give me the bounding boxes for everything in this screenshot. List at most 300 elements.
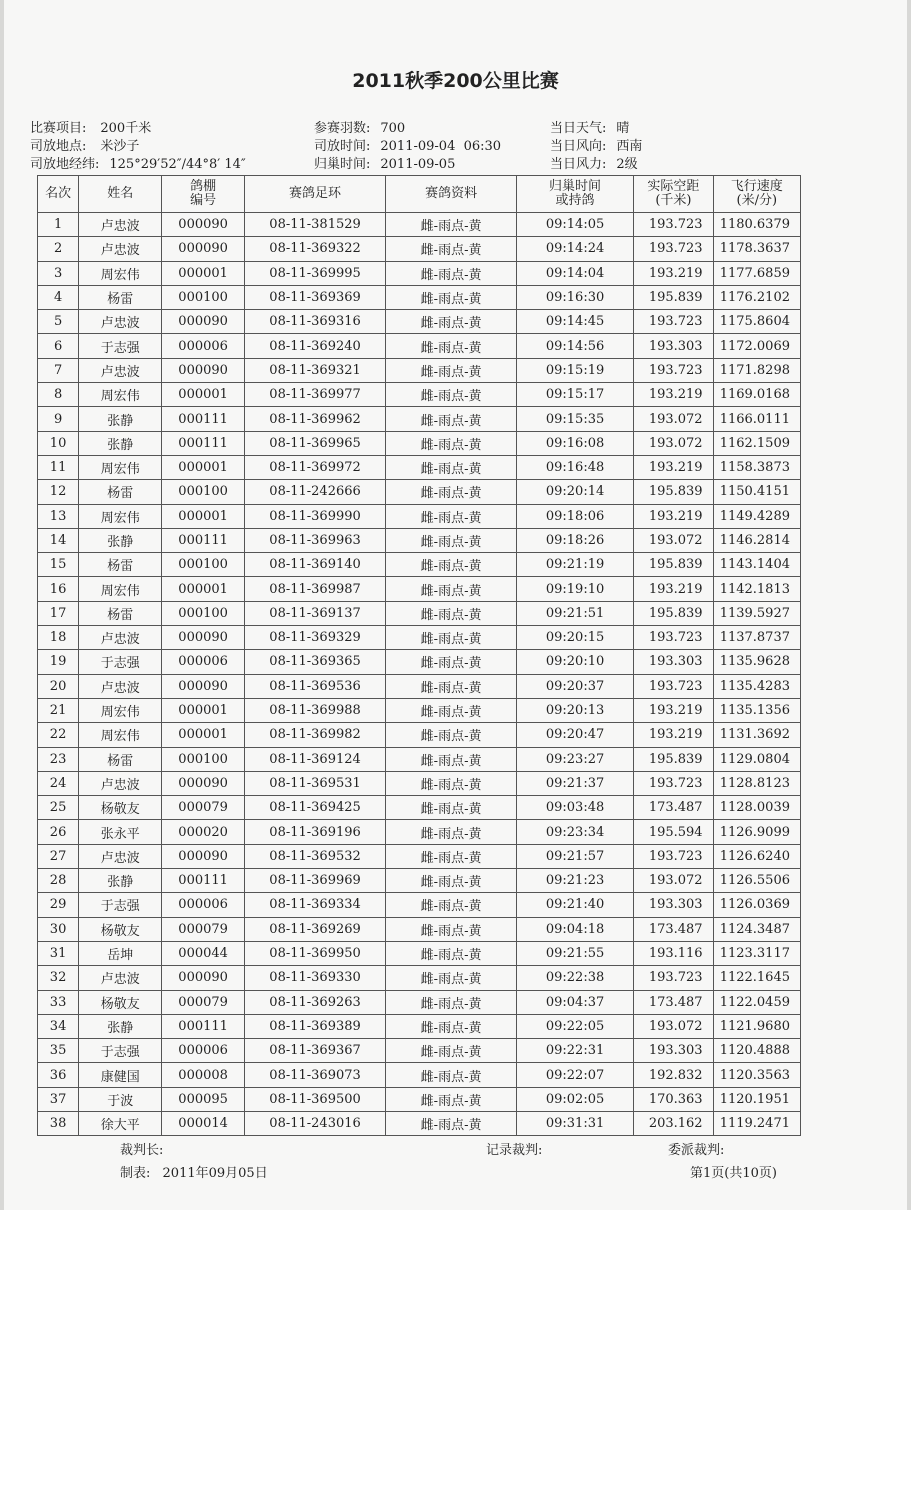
table-row: [38, 674, 801, 698]
appointed-referee-label: 委派裁判:: [668, 1143, 725, 1158]
cell-info: 雌-雨点-黄: [386, 820, 517, 844]
cell-rank: 27: [38, 844, 79, 868]
table-row: [38, 358, 801, 382]
cell-time: 09:22:07: [516, 1063, 633, 1087]
cell-loft: 000100: [162, 480, 244, 504]
cell-dist: 193.116: [634, 941, 713, 965]
site-info: [30, 138, 139, 156]
cell-speed: 1126.5506: [713, 869, 800, 893]
cell-info: 雌-雨点-黄: [386, 1014, 517, 1038]
cell-name: 张静: [79, 431, 162, 455]
cell-loft: 000079: [162, 796, 244, 820]
col-name-header: 姓名: [79, 176, 162, 213]
cell-name: 于志强: [79, 893, 162, 917]
site-label: 司放地点:: [30, 139, 87, 154]
table-row: [38, 1014, 801, 1038]
cell-rank: 9: [38, 407, 79, 431]
chief-referee-label: 裁判长:: [120, 1143, 164, 1158]
cell-rank: 25: [38, 796, 79, 820]
cell-dist: 193.219: [634, 455, 713, 479]
cell-ring: 08-11-369389: [244, 1014, 386, 1038]
cell-dist: 193.723: [634, 674, 713, 698]
cell-rank: 4: [38, 285, 79, 309]
cell-rank: 21: [38, 698, 79, 722]
cell-time: 09:04:37: [516, 990, 633, 1014]
cell-loft: 000090: [162, 966, 244, 990]
cell-name: 杨雷: [79, 553, 162, 577]
cell-time: 09:21:55: [516, 941, 633, 965]
col-time-header: [516, 176, 633, 213]
cell-info: 雌-雨点-黄: [386, 504, 517, 528]
cell-ring: 08-11-369269: [244, 917, 386, 941]
cell-name: 岳坤: [79, 941, 162, 965]
cell-time: 09:20:15: [516, 626, 633, 650]
release-value: 2011-09-04 06:30: [380, 139, 502, 154]
cell-info: 雌-雨点-黄: [386, 698, 517, 722]
cell-dist: 193.723: [634, 237, 713, 261]
cell-dist: 193.723: [634, 358, 713, 382]
cell-speed: 1162.1509: [713, 431, 800, 455]
col-info-header: 赛鸽资料: [386, 176, 517, 213]
table-row: [38, 261, 801, 285]
cell-speed: 1119.2471: [713, 1111, 800, 1135]
cell-rank: 28: [38, 869, 79, 893]
return-value: 2011-09-05: [380, 157, 456, 172]
cell-rank: 24: [38, 771, 79, 795]
cell-name: 徐大平: [79, 1111, 162, 1135]
cell-info: 雌-雨点-黄: [386, 577, 517, 601]
cell-time: 09:14:05: [516, 213, 633, 237]
cell-name: 卢忠波: [79, 626, 162, 650]
cell-loft: 000090: [162, 771, 244, 795]
table-row: [38, 213, 801, 237]
cell-loft: 000111: [162, 407, 244, 431]
cell-name: 周宏伟: [79, 455, 162, 479]
cell-time: 09:14:24: [516, 237, 633, 261]
cell-loft: 000090: [162, 213, 244, 237]
cell-loft: 000001: [162, 504, 244, 528]
cell-name: 周宏伟: [79, 261, 162, 285]
cell-ring: 08-11-243016: [244, 1111, 386, 1135]
cell-ring: 08-11-369965: [244, 431, 386, 455]
cell-name: 张永平: [79, 820, 162, 844]
cell-info: 雌-雨点-黄: [386, 383, 517, 407]
cell-speed: 1128.8123: [713, 771, 800, 795]
cell-dist: 193.303: [634, 893, 713, 917]
cell-name: 周宏伟: [79, 723, 162, 747]
cell-info: 雌-雨点-黄: [386, 407, 517, 431]
cell-speed: 1135.1356: [713, 698, 800, 722]
cell-speed: 1135.9628: [713, 650, 800, 674]
cell-time: 09:21:51: [516, 601, 633, 625]
cell-time: 09:21:37: [516, 771, 633, 795]
made-date: 2011年09月05日: [162, 1166, 268, 1181]
cell-rank: 2: [38, 237, 79, 261]
cell-rank: 26: [38, 820, 79, 844]
table-row: [38, 601, 801, 625]
cell-loft: 000111: [162, 528, 244, 552]
cell-name: 卢忠波: [79, 966, 162, 990]
table-row: [38, 237, 801, 261]
cell-loft: 000006: [162, 334, 244, 358]
cell-speed: 1142.1813: [713, 577, 800, 601]
cell-info: 雌-雨点-黄: [386, 917, 517, 941]
cell-info: 雌-雨点-黄: [386, 261, 517, 285]
cell-loft: 000006: [162, 1039, 244, 1063]
cell-dist: 193.219: [634, 261, 713, 285]
cell-dist: 195.839: [634, 480, 713, 504]
cell-rank: 10: [38, 431, 79, 455]
cell-rank: 34: [38, 1014, 79, 1038]
cell-loft: 000006: [162, 650, 244, 674]
cell-name: 张静: [79, 528, 162, 552]
release-label: 司放时间:: [314, 139, 371, 154]
event-info: [30, 120, 151, 138]
cell-rank: 32: [38, 966, 79, 990]
table-row: [38, 966, 801, 990]
cell-ring: 08-11-369972: [244, 455, 386, 479]
event-value: 200千米: [100, 121, 152, 136]
cell-name: 于波: [79, 1087, 162, 1111]
table-row: [38, 1111, 801, 1135]
cell-ring: 08-11-369140: [244, 553, 386, 577]
count-info: [314, 120, 405, 138]
cell-loft: 000100: [162, 747, 244, 771]
recorder-referee-label: 记录裁判:: [486, 1143, 543, 1158]
cell-speed: 1166.0111: [713, 407, 800, 431]
cell-ring: 08-11-369990: [244, 504, 386, 528]
cell-speed: 1172.0069: [713, 334, 800, 358]
coord-info: [30, 156, 246, 174]
cell-info: 雌-雨点-黄: [386, 455, 517, 479]
cell-rank: 33: [38, 990, 79, 1014]
cell-loft: 000001: [162, 723, 244, 747]
cell-name: 张静: [79, 1014, 162, 1038]
cell-loft: 000001: [162, 577, 244, 601]
cell-name: 周宏伟: [79, 504, 162, 528]
cell-loft: 000090: [162, 310, 244, 334]
event-label: 比赛项目:: [30, 121, 87, 136]
cell-name: 于志强: [79, 334, 162, 358]
cell-rank: 36: [38, 1063, 79, 1087]
cell-name: 卢忠波: [79, 358, 162, 382]
cell-time: 09:16:08: [516, 431, 633, 455]
cell-name: 卢忠波: [79, 213, 162, 237]
cell-rank: 35: [38, 1039, 79, 1063]
cell-rank: 15: [38, 553, 79, 577]
cell-time: 09:22:31: [516, 1039, 633, 1063]
cell-rank: 7: [38, 358, 79, 382]
cell-dist: 195.839: [634, 601, 713, 625]
cell-speed: 1175.8604: [713, 310, 800, 334]
cell-name: 卢忠波: [79, 674, 162, 698]
cell-time: 09:20:47: [516, 723, 633, 747]
cell-time: 09:21:57: [516, 844, 633, 868]
cell-rank: 12: [38, 480, 79, 504]
cell-rank: 29: [38, 893, 79, 917]
cell-info: 雌-雨点-黄: [386, 747, 517, 771]
cell-dist: 203.162: [634, 1111, 713, 1135]
cell-speed: 1150.4151: [713, 480, 800, 504]
cell-name: 杨雷: [79, 747, 162, 771]
cell-ring: 08-11-369240: [244, 334, 386, 358]
cell-dist: 193.303: [634, 334, 713, 358]
cell-time: 09:20:13: [516, 698, 633, 722]
cell-loft: 000090: [162, 237, 244, 261]
cell-name: 卢忠波: [79, 310, 162, 334]
cell-dist: 193.072: [634, 407, 713, 431]
cell-dist: 193.219: [634, 698, 713, 722]
cell-name: 周宏伟: [79, 577, 162, 601]
cell-ring: 08-11-369982: [244, 723, 386, 747]
cell-loft: 000079: [162, 990, 244, 1014]
cell-loft: 000111: [162, 1014, 244, 1038]
cell-name: 杨雷: [79, 601, 162, 625]
cell-time: 09:15:35: [516, 407, 633, 431]
cell-speed: 1126.9099: [713, 820, 800, 844]
cell-dist: 195.839: [634, 285, 713, 309]
col-dist-header-text: 实际空距(千米): [647, 179, 700, 208]
cell-info: 雌-雨点-黄: [386, 650, 517, 674]
cell-speed: 1171.8298: [713, 358, 800, 382]
cell-ring: 08-11-369330: [244, 966, 386, 990]
cell-ring: 08-11-369334: [244, 893, 386, 917]
cell-time: 09:23:27: [516, 747, 633, 771]
cell-loft: 000014: [162, 1111, 244, 1135]
cell-info: 雌-雨点-黄: [386, 723, 517, 747]
cell-ring: 08-11-369425: [244, 796, 386, 820]
cell-time: 09:21:40: [516, 893, 633, 917]
col-loft-header-text: 鸽棚编号: [190, 179, 217, 208]
cell-loft: 000100: [162, 285, 244, 309]
cell-name: 卢忠波: [79, 771, 162, 795]
cell-speed: 1143.1404: [713, 553, 800, 577]
wind-force-value: 2级: [616, 157, 638, 172]
cell-info: 雌-雨点-黄: [386, 310, 517, 334]
table-row: [38, 917, 801, 941]
cell-time: 09:20:10: [516, 650, 633, 674]
cell-info: 雌-雨点-黄: [386, 966, 517, 990]
table-row: [38, 698, 801, 722]
cell-ring: 08-11-381529: [244, 213, 386, 237]
cell-ring: 08-11-369536: [244, 674, 386, 698]
cell-name: 张静: [79, 407, 162, 431]
table-row: [38, 431, 801, 455]
cell-name: 杨雷: [79, 285, 162, 309]
cell-speed: 1131.3692: [713, 723, 800, 747]
coord-value: 125°29′52″/44°8′ 14″: [109, 157, 246, 172]
cell-name: 卢忠波: [79, 844, 162, 868]
cell-ring: 08-11-369329: [244, 626, 386, 650]
col-speed-header: [713, 176, 800, 213]
cell-info: 雌-雨点-黄: [386, 528, 517, 552]
table-row: [38, 310, 801, 334]
cell-ring: 08-11-369500: [244, 1087, 386, 1111]
cell-rank: 13: [38, 504, 79, 528]
table-row: [38, 383, 801, 407]
cell-info: 雌-雨点-黄: [386, 1039, 517, 1063]
cell-rank: 19: [38, 650, 79, 674]
col-dist-header: [634, 176, 713, 213]
table-header-row: [38, 176, 801, 213]
cell-speed: 1178.3637: [713, 237, 800, 261]
cell-loft: 000044: [162, 941, 244, 965]
cell-name: 康健国: [79, 1063, 162, 1087]
cell-ring: 08-11-369073: [244, 1063, 386, 1087]
wind-dir-label: 当日风向:: [550, 139, 607, 154]
cell-speed: 1149.4289: [713, 504, 800, 528]
cell-speed: 1137.8737: [713, 626, 800, 650]
col-ring-header: 赛鸽足环: [244, 176, 386, 213]
col-speed-header-text: 飞行速度(米/分): [730, 179, 783, 208]
release-info: [314, 138, 501, 156]
cell-speed: 1177.6859: [713, 261, 800, 285]
table-row: [38, 990, 801, 1014]
cell-rank: 30: [38, 917, 79, 941]
cell-ring: 08-11-242666: [244, 480, 386, 504]
cell-loft: 000090: [162, 358, 244, 382]
cell-dist: 193.723: [634, 771, 713, 795]
cell-ring: 08-11-369962: [244, 407, 386, 431]
cell-speed: 1121.9680: [713, 1014, 800, 1038]
cell-time: 09:20:14: [516, 480, 633, 504]
wind-force-info: [550, 156, 638, 174]
cell-time: 09:22:38: [516, 966, 633, 990]
cell-ring: 08-11-369995: [244, 261, 386, 285]
cell-info: 雌-雨点-黄: [386, 990, 517, 1014]
cell-dist: 195.839: [634, 747, 713, 771]
cell-dist: 193.072: [634, 1014, 713, 1038]
cell-ring: 08-11-369124: [244, 747, 386, 771]
cell-name: 卢忠波: [79, 237, 162, 261]
cell-dist: 193.219: [634, 504, 713, 528]
cell-dist: 193.219: [634, 383, 713, 407]
cell-time: 09:20:37: [516, 674, 633, 698]
cell-dist: 193.723: [634, 626, 713, 650]
cell-ring: 08-11-369969: [244, 869, 386, 893]
table-row: [38, 941, 801, 965]
cell-time: 09:15:17: [516, 383, 633, 407]
cell-info: 雌-雨点-黄: [386, 431, 517, 455]
cell-loft: 000100: [162, 553, 244, 577]
table-row: [38, 455, 801, 479]
cell-speed: 1169.0168: [713, 383, 800, 407]
cell-speed: 1176.2102: [713, 285, 800, 309]
cell-speed: 1135.4283: [713, 674, 800, 698]
cell-time: 09:14:56: [516, 334, 633, 358]
cell-dist: 193.723: [634, 310, 713, 334]
cell-ring: 08-11-369365: [244, 650, 386, 674]
cell-speed: 1120.1951: [713, 1087, 800, 1111]
col-time-header-text: 归巢时间或持鸽: [549, 179, 602, 208]
cell-speed: 1124.3487: [713, 917, 800, 941]
cell-ring: 08-11-369316: [244, 310, 386, 334]
weather-info: [550, 120, 629, 138]
table-row: [38, 528, 801, 552]
cell-time: 09:02:05: [516, 1087, 633, 1111]
table-row: [38, 723, 801, 747]
cell-dist: 193.303: [634, 650, 713, 674]
table-row: [38, 577, 801, 601]
cell-speed: 1158.3873: [713, 455, 800, 479]
cell-speed: 1122.0459: [713, 990, 800, 1014]
return-label: 归巢时间:: [314, 157, 371, 172]
table-row: [38, 285, 801, 309]
cell-speed: 1180.6379: [713, 213, 800, 237]
cell-dist: 193.219: [634, 577, 713, 601]
cell-loft: 000006: [162, 893, 244, 917]
cell-info: 雌-雨点-黄: [386, 334, 517, 358]
cell-name: 杨敬友: [79, 990, 162, 1014]
cell-name: 杨敬友: [79, 796, 162, 820]
cell-name: 周宏伟: [79, 383, 162, 407]
cell-speed: 1126.6240: [713, 844, 800, 868]
cell-info: 雌-雨点-黄: [386, 553, 517, 577]
made-label: 制表:: [120, 1166, 151, 1181]
cell-info: 雌-雨点-黄: [386, 626, 517, 650]
made-by-line: [120, 1162, 268, 1181]
results-body: [38, 213, 801, 1136]
results-table: [37, 175, 801, 1136]
cell-loft: 000090: [162, 844, 244, 868]
count-value: 700: [380, 121, 406, 136]
cell-rank: 22: [38, 723, 79, 747]
return-info: [314, 156, 455, 174]
cell-speed: 1146.2814: [713, 528, 800, 552]
cell-rank: 8: [38, 383, 79, 407]
cell-ring: 08-11-369987: [244, 577, 386, 601]
cell-info: 雌-雨点-黄: [386, 869, 517, 893]
cell-rank: 38: [38, 1111, 79, 1135]
cell-loft: 000079: [162, 917, 244, 941]
coord-label: 司放地经纬:: [30, 157, 100, 172]
cell-speed: 1128.0039: [713, 796, 800, 820]
cell-rank: 14: [38, 528, 79, 552]
table-row: [38, 771, 801, 795]
cell-rank: 3: [38, 261, 79, 285]
cell-dist: 193.723: [634, 213, 713, 237]
table-row: [38, 407, 801, 431]
cell-rank: 20: [38, 674, 79, 698]
table-row: [38, 504, 801, 528]
cell-ring: 08-11-369263: [244, 990, 386, 1014]
cell-rank: 1: [38, 213, 79, 237]
cell-time: 09:23:34: [516, 820, 633, 844]
cell-speed: 1122.1645: [713, 966, 800, 990]
cell-info: 雌-雨点-黄: [386, 1063, 517, 1087]
cell-loft: 000090: [162, 674, 244, 698]
cell-name: 张静: [79, 869, 162, 893]
cell-loft: 000111: [162, 869, 244, 893]
cell-dist: 195.594: [634, 820, 713, 844]
cell-rank: 6: [38, 334, 79, 358]
wind-dir-value: 西南: [616, 139, 643, 154]
table-row: [38, 480, 801, 504]
cell-time: 09:16:30: [516, 285, 633, 309]
cell-ring: 08-11-369531: [244, 771, 386, 795]
col-loft-header: [162, 176, 244, 213]
col-rank-header: 名次: [38, 176, 79, 213]
cell-rank: 18: [38, 626, 79, 650]
cell-dist: 193.072: [634, 869, 713, 893]
cell-time: 09:22:05: [516, 1014, 633, 1038]
scan-edge-right: [907, 0, 911, 1210]
cell-rank: 11: [38, 455, 79, 479]
cell-name: 于志强: [79, 650, 162, 674]
cell-dist: 173.487: [634, 990, 713, 1014]
cell-rank: 17: [38, 601, 79, 625]
cell-info: 雌-雨点-黄: [386, 796, 517, 820]
